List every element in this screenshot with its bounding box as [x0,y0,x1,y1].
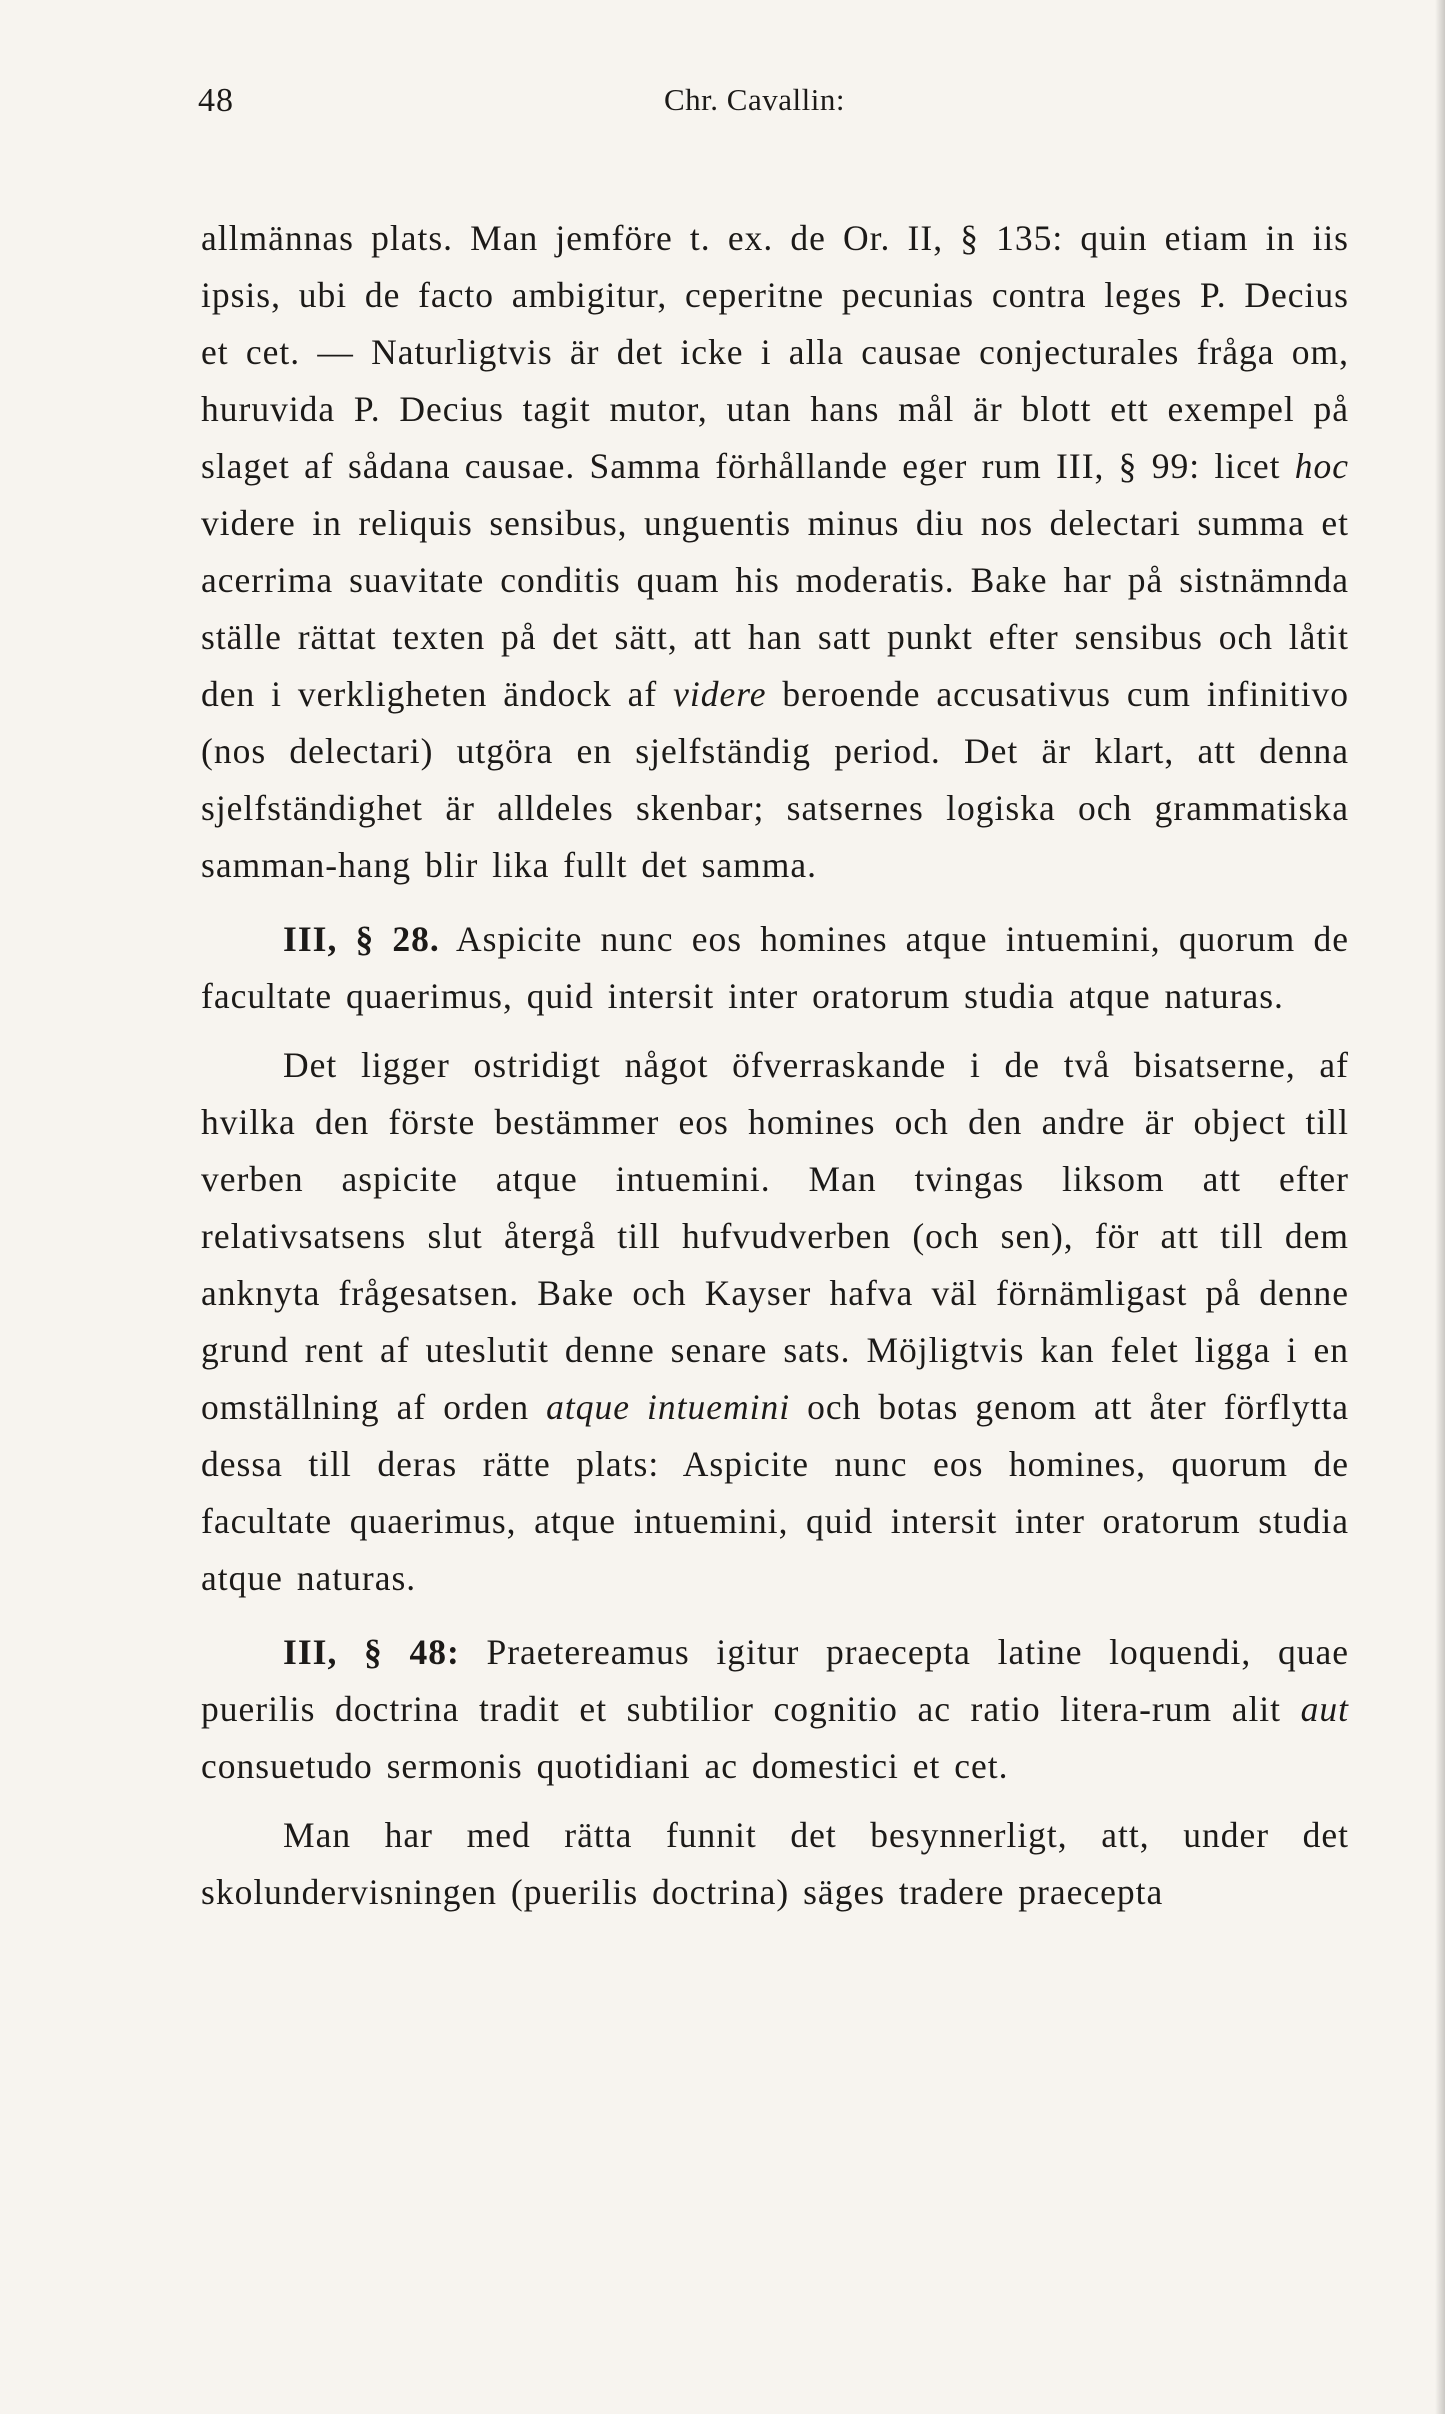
paragraph-1-italic-hoc: hoc [1294,446,1349,486]
paragraph-3 [201,1037,1349,1607]
paragraph-1-italic-videre: videre [673,674,767,714]
citation-ref: III, § 28. [283,919,440,959]
paragraph-1-text-c: beroende accusativus cum infinitivo (nos delectari) utgöra en sjelfständig period. Det är klart, att denna sjelfständighet är alldeles skenbar; satsernes logiska och grammatiska samman-hang blir lika fullt det samma. [201,674,1349,885]
paragraph-3-text-b: och botas genom att åter förflytta dessa till deras rätte plats: Aspicite nunc eos homines, quorum de facultate quaerimus, atque intuemini, quid intersit inter oratorum studia atque naturas. [201,1387,1349,1598]
paragraph-1-text-a: allmännas plats. Man jemföre t. ex. de Or. II, § 135: quin etiam in iis ipsis, ubi de facto ambigitur, ceperitne pecunias contra leges P. Decius et cet. — Naturligtvis är det icke i alla causae conjecturales fråga om, huruvida P. Decius tagit mutor, utan hans mål är blott ett exempel på slaget af sådana causae. Samma förhållande eger rum III, § 99: licet [201,218,1349,486]
page-header [198,82,1349,128]
page-number: 48 [198,82,234,119]
page-edge-shadow [1435,0,1445,2414]
paragraph-4-text-b: consuetudo sermonis quotidiani ac domestici et cet. [201,1746,1009,1786]
paragraph-1-text-b: videre in reliquis sensibus, unguentis minus diu nos delectari summa et acerrima suavitate conditis quam his moderatis. Bake har på sistnämnda ställe rättat texten på det sätt, att han satt punkt efter sensibus och låtit den i verkligheten ändock af [201,503,1349,714]
paragraph-2 [201,911,1349,1025]
running-head: Chr. Cavallin: [664,82,845,117]
paragraph-5-text: Man har med rätta funnit det besynnerligt, att, under det skolundervisningen (puerilis doctrina) säges tradere praecepta [201,1815,1349,1912]
body-text [201,210,1349,1921]
paragraph-3-italic-atque-intuemini: atque intuemini [546,1387,791,1427]
paragraph-1 [201,210,1349,894]
paragraph-4-italic-aut: aut [1300,1689,1349,1729]
paragraph-2-text: Aspicite nunc eos homines atque intuemini, quorum de facultate quaerimus, quid intersit inter oratorum studia atque naturas. [201,919,1349,1016]
paragraph-5 [201,1807,1349,1921]
paragraph-3-text-a: Det ligger ostridigt något öfverraskande i de två bisatserne, af hvilka den förste bestämmer eos homines och den andre är object till verben aspicite atque intuemini. Man tvingas liksom att efter relativsatsens slut återgå till hufvudverben (och sen), för att till dem anknyta frågesatsen. Bake och Kayser hafva väl förnämligast på denne grund rent af uteslutit denne senare sats. Möjligtvis kan felet ligga i en omställning af orden [201,1045,1349,1427]
paragraph-4 [201,1624,1349,1795]
citation-ref: III, § 48: [283,1632,460,1672]
paragraph-4-text-a: Praetereamus igitur praecepta latine loquendi, quae puerilis doctrina tradit et subtilior cognitio ac ratio litera-rum alit [201,1632,1349,1729]
